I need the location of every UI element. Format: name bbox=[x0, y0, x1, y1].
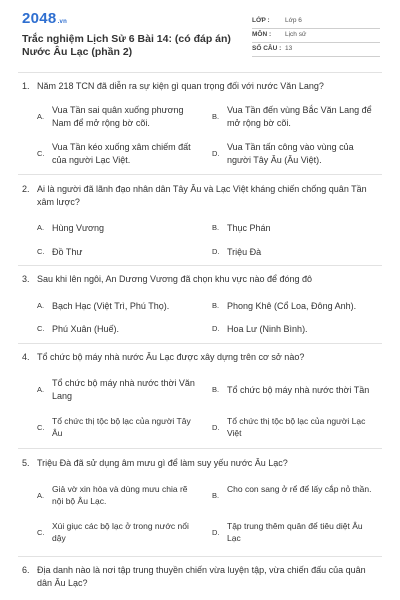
option-letter: D. bbox=[212, 247, 220, 256]
option-b[interactable] bbox=[212, 222, 372, 235]
question-number: 4. bbox=[22, 352, 30, 362]
option-a[interactable] bbox=[37, 222, 197, 235]
question-text: Tổ chức bộ máy nhà nước Âu Lạc được xây dựng trên cơ sở nào? bbox=[37, 352, 305, 362]
option-a[interactable] bbox=[37, 377, 197, 402]
option-c[interactable] bbox=[37, 323, 197, 336]
option-text: Phong Khê (Cổ Loa, Đông Anh). bbox=[227, 301, 357, 311]
option-d[interactable] bbox=[212, 141, 372, 166]
meta-label: SỐ CÂU : bbox=[252, 45, 282, 52]
divider bbox=[18, 448, 382, 449]
question-number: 3. bbox=[22, 274, 30, 284]
meta-subject-row bbox=[252, 28, 380, 43]
meta-count-row bbox=[252, 42, 380, 57]
option-b[interactable] bbox=[212, 384, 372, 397]
option-letter: D. bbox=[212, 528, 220, 537]
option-letter: D. bbox=[212, 324, 220, 333]
divider bbox=[18, 343, 382, 344]
option-text: Triệu Đà bbox=[227, 247, 262, 257]
question-number: 1. bbox=[22, 81, 30, 91]
option-letter: B. bbox=[212, 223, 220, 232]
meta-value: 13 bbox=[285, 45, 293, 52]
option-text: Đồ Thư bbox=[52, 247, 83, 257]
question-2 bbox=[22, 183, 382, 209]
option-a[interactable] bbox=[37, 104, 197, 129]
question-number: 5. bbox=[22, 458, 30, 468]
question-text: Năm 218 TCN đã diễn ra sự kiện gì quan trọng đối với nước Văn Lang? bbox=[37, 81, 324, 91]
option-letter: A. bbox=[37, 491, 45, 500]
option-text: Tập trung thêm quân để tiêu diệt Âu Lạc bbox=[227, 521, 363, 543]
option-text: Xúi giục các bộ lạc ở trong nước nổi dậy bbox=[52, 521, 189, 543]
option-a[interactable] bbox=[37, 300, 197, 313]
option-letter: A. bbox=[37, 223, 45, 232]
option-c[interactable] bbox=[37, 141, 197, 166]
option-c[interactable] bbox=[37, 415, 197, 439]
question-number: 2. bbox=[22, 184, 30, 194]
divider bbox=[18, 174, 382, 175]
question-text: Triệu Đà đã sử dụng âm mưu gì để làm suy yếu nước Âu Lạc? bbox=[37, 458, 288, 468]
meta-value: Lịch sử bbox=[285, 31, 307, 38]
option-letter: C. bbox=[37, 247, 45, 256]
option-b[interactable] bbox=[212, 104, 372, 129]
option-letter: C. bbox=[37, 423, 45, 432]
option-text: Vua Tần đến vùng Bắc Văn Lang để mở rộng bờ cõi. bbox=[227, 105, 372, 128]
question-6 bbox=[22, 564, 382, 590]
option-letter: B. bbox=[212, 491, 220, 500]
option-text: Hoa Lư (Ninh Bình). bbox=[227, 324, 308, 334]
option-text: Giả vờ xin hòa và dùng mưu chia rẽ nội bộ Âu Lạc. bbox=[52, 484, 188, 506]
site-logo[interactable] bbox=[22, 10, 67, 27]
option-text: Bạch Hạc (Việt Trì, Phú Thọ). bbox=[52, 301, 170, 311]
option-b[interactable] bbox=[212, 483, 372, 500]
question-5 bbox=[22, 457, 382, 470]
option-letter: C. bbox=[37, 324, 45, 333]
question-1 bbox=[22, 80, 382, 93]
option-d[interactable] bbox=[212, 323, 372, 336]
meta-value: Lớp 6 bbox=[285, 17, 302, 24]
option-letter: C. bbox=[37, 528, 45, 537]
option-text: Vua Tần tấn công vào vùng của người Tây Âu (Âu Việt). bbox=[227, 142, 354, 165]
divider bbox=[18, 556, 382, 557]
option-text: Tổ chức thị tộc bộ lạc của người Lạc Việt bbox=[227, 416, 366, 438]
option-letter: D. bbox=[212, 423, 220, 432]
option-text: Tổ chức thị tộc bộ lạc của người Tây Âu bbox=[52, 416, 191, 438]
meta-label: LỚP : bbox=[252, 17, 270, 24]
question-text: Địa danh nào là nơi tập trung thuyền chiến vừa luyện tập, vừa chiến đấu của quân dân Âu Lạc? bbox=[37, 565, 366, 588]
option-letter: C. bbox=[37, 149, 45, 158]
logo-text: 2048 bbox=[22, 10, 57, 27]
question-text: Sau khi lên ngôi, An Dương Vương đã chọn khu vực nào để đóng đô bbox=[37, 274, 313, 284]
option-letter: B. bbox=[212, 112, 220, 121]
option-c[interactable] bbox=[37, 246, 197, 259]
option-text: Vua Tần sai quân xuống phương Nam để mở rộng bờ cõi. bbox=[52, 105, 184, 128]
option-a[interactable] bbox=[37, 483, 197, 507]
option-b[interactable] bbox=[212, 300, 372, 313]
question-4 bbox=[22, 351, 382, 364]
option-text: Hùng Vương bbox=[52, 223, 104, 233]
meta-class-row bbox=[252, 14, 380, 29]
option-text: Tổ chức bộ máy nhà nước thời Văn Lang bbox=[52, 378, 195, 401]
option-letter: A. bbox=[37, 301, 45, 310]
option-text: Tổ chức bộ máy nhà nước thời Tần bbox=[227, 385, 370, 395]
worksheet-header bbox=[0, 0, 400, 70]
option-d[interactable] bbox=[212, 520, 372, 544]
option-text: Vua Tần kéo xuống xâm chiếm đất của người Lạc Việt. bbox=[52, 142, 191, 165]
question-text: Ai là người đã lãnh đạo nhân dân Tây Âu và Lạc Việt kháng chiến chống quân Tần xâm lược? bbox=[37, 184, 367, 207]
option-d[interactable] bbox=[212, 415, 372, 439]
option-d[interactable] bbox=[212, 246, 372, 259]
option-text: Thục Phán bbox=[227, 223, 271, 233]
option-letter: A. bbox=[37, 112, 45, 121]
worksheet-title: Trắc nghiệm Lịch Sử 6 Bài 14: (có đáp án) Nước Âu Lạc (phần 2) bbox=[22, 33, 231, 58]
option-letter: B. bbox=[212, 385, 220, 394]
option-letter: D. bbox=[212, 149, 220, 158]
question-3 bbox=[22, 273, 382, 286]
question-number: 6. bbox=[22, 565, 30, 575]
option-letter: A. bbox=[37, 385, 45, 394]
option-text: Phú Xuân (Huế). bbox=[52, 324, 120, 334]
option-letter: B. bbox=[212, 301, 220, 310]
divider bbox=[18, 72, 382, 73]
divider bbox=[18, 265, 382, 266]
meta-label: MÔN : bbox=[252, 31, 272, 38]
option-c[interactable] bbox=[37, 520, 197, 544]
logo-suffix: .vn bbox=[57, 19, 68, 25]
option-text: Cho con sang ở rể để lấy cắp nỏ thần. bbox=[227, 484, 372, 494]
